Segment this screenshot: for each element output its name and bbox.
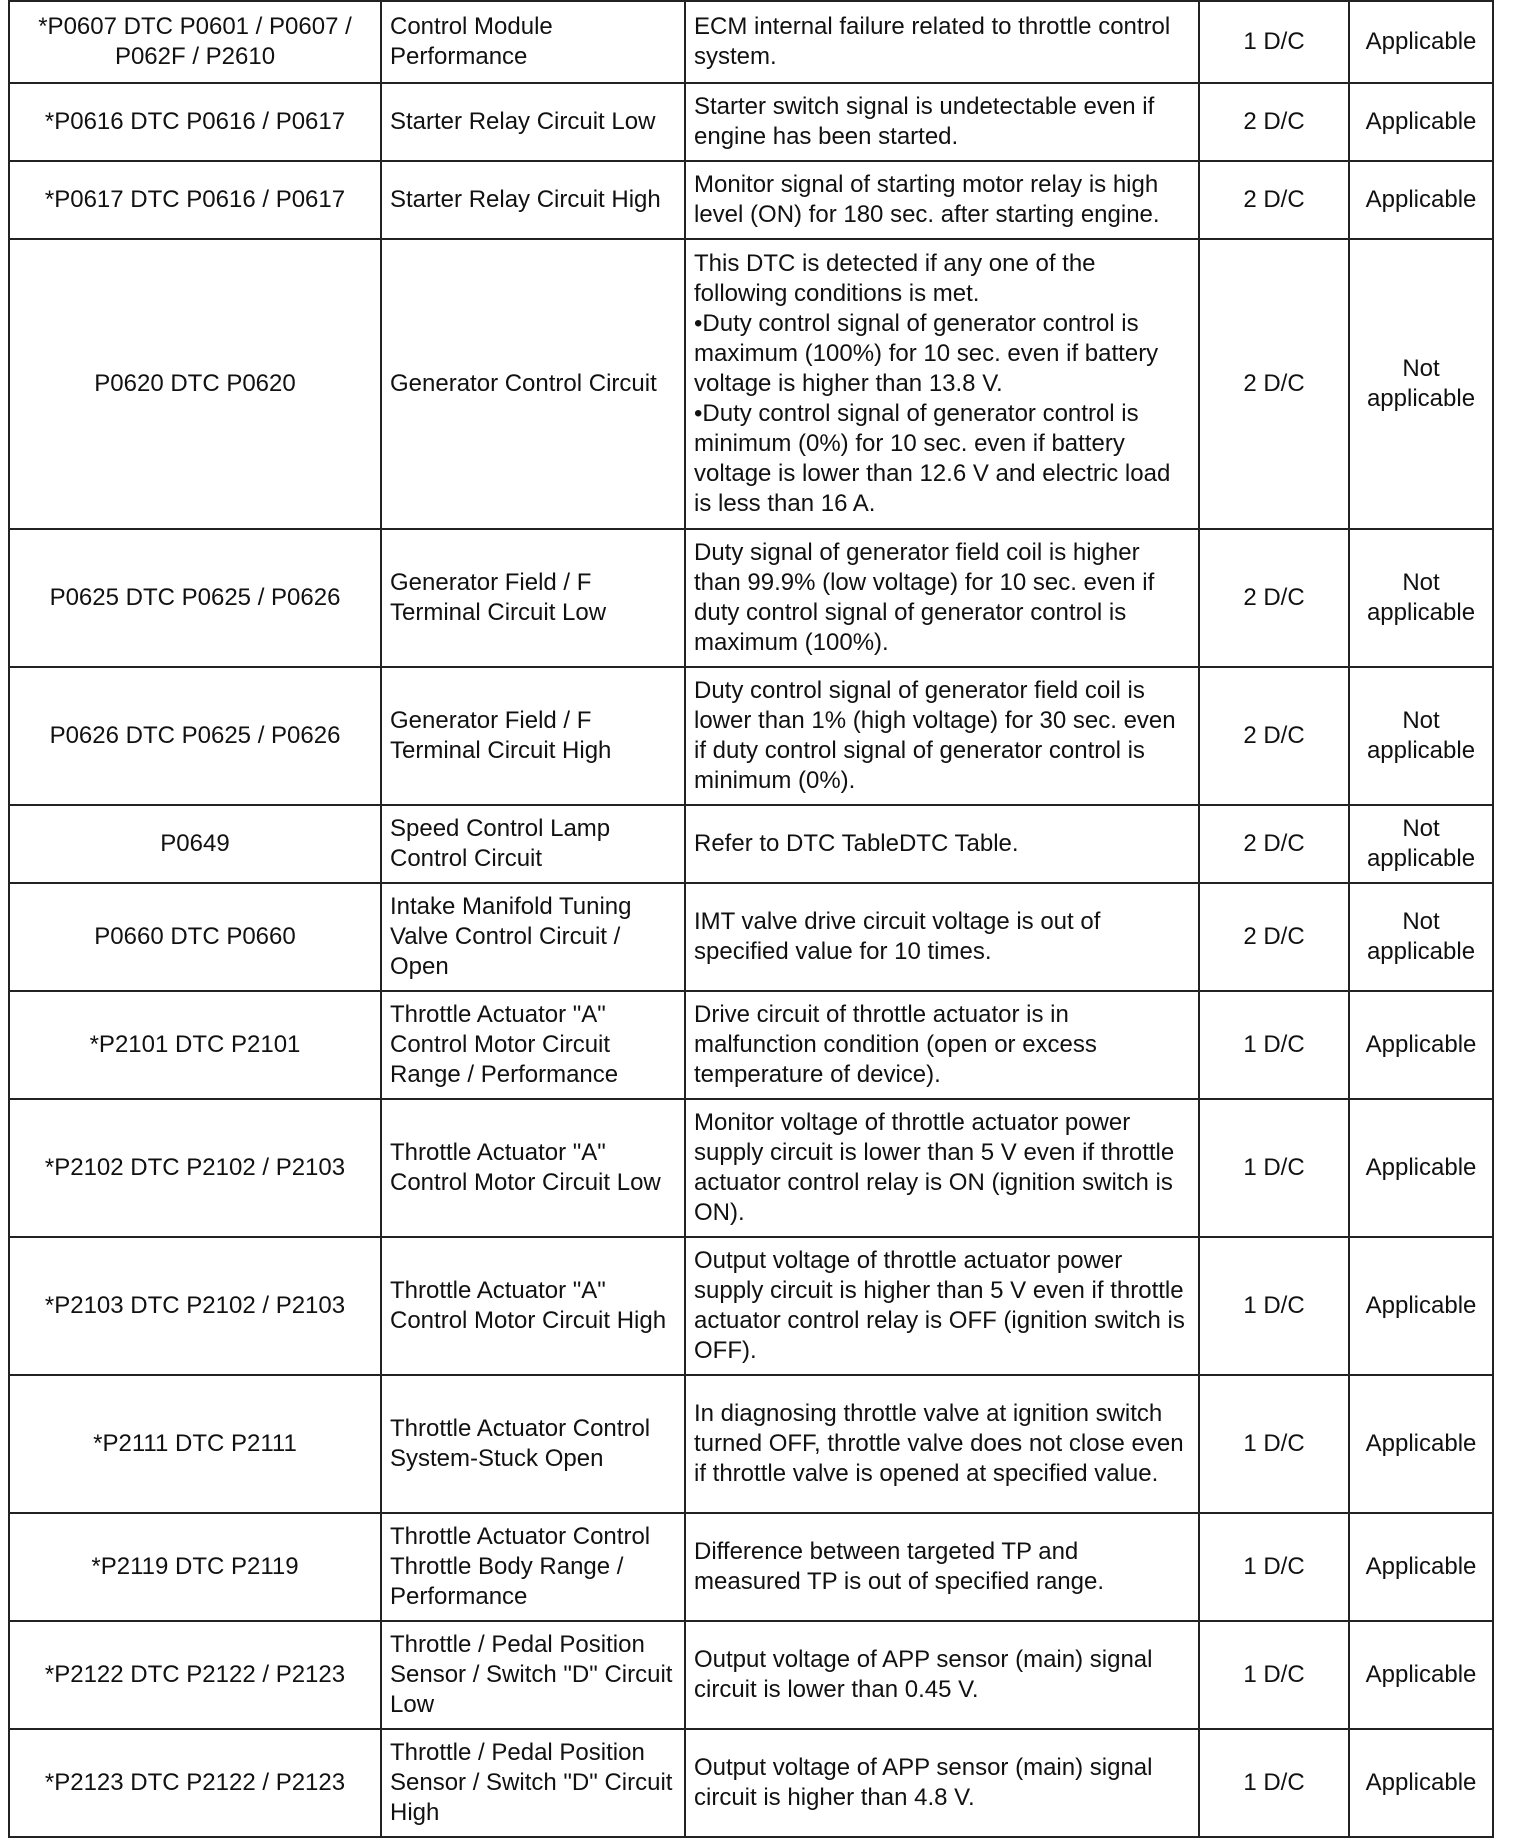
condition-text: ECM internal failure related to throttle control system.	[694, 13, 1171, 70]
mil-cell: Applicable	[1349, 991, 1493, 1099]
detecting-condition-cell	[685, 883, 1199, 991]
detecting-condition-cell	[685, 1513, 1199, 1621]
dtc-code-cell: P0620 DTC P0620	[9, 239, 381, 529]
dtc-code-cell: P0649	[9, 805, 381, 883]
condition-text: Duty control signal of generator field coil is lower than 1% (high voltage) for 30 sec. even if duty control signal of generator control is minimum (0%).	[694, 677, 1176, 794]
condition-text: Monitor signal of starting motor relay is high level (ON) for 180 sec. after starting engine.	[694, 171, 1160, 228]
mil-cell: Applicable	[1349, 83, 1493, 161]
detecting-condition-cell	[685, 1099, 1199, 1237]
table-row	[9, 161, 1493, 239]
drive-cycle-cell: 1 D/C	[1199, 1, 1349, 83]
drive-cycle-cell: 2 D/C	[1199, 805, 1349, 883]
detecting-item-cell: Throttle Actuator "A" Control Motor Circuit High	[381, 1237, 685, 1375]
drive-cycle-cell: 2 D/C	[1199, 529, 1349, 667]
table-row	[9, 1375, 1493, 1513]
detecting-condition-cell	[685, 83, 1199, 161]
detecting-condition-cell	[685, 239, 1199, 529]
mil-cell: Applicable	[1349, 1, 1493, 83]
condition-text: This DTC is detected if any one of the following conditions is met.	[694, 250, 1096, 307]
detecting-item-cell: Throttle Actuator "A" Control Motor Circuit Range / Performance	[381, 991, 685, 1099]
drive-cycle-cell: 1 D/C	[1199, 1513, 1349, 1621]
dtc-code-cell: *P2103 DTC P2102 / P2103	[9, 1237, 381, 1375]
condition-text: Refer to DTC TableDTC Table.	[694, 830, 1019, 857]
detecting-condition-cell	[685, 1237, 1199, 1375]
detecting-item-cell: Starter Relay Circuit High	[381, 161, 685, 239]
drive-cycle-cell: 2 D/C	[1199, 161, 1349, 239]
table-row	[9, 529, 1493, 667]
dtc-code-cell: *P2111 DTC P2111	[9, 1375, 381, 1513]
detecting-condition-cell	[685, 529, 1199, 667]
detecting-item-cell: Starter Relay Circuit Low	[381, 83, 685, 161]
mil-cell: Not applicable	[1349, 883, 1493, 991]
table-row	[9, 883, 1493, 991]
table-row	[9, 83, 1493, 161]
drive-cycle-cell: 2 D/C	[1199, 83, 1349, 161]
dtc-code-cell: P0625 DTC P0625 / P0626	[9, 529, 381, 667]
detecting-condition-cell	[685, 1729, 1199, 1837]
mil-cell: Not applicable	[1349, 805, 1493, 883]
detecting-condition-cell	[685, 1375, 1199, 1513]
detecting-item-cell: Speed Control Lamp Control Circuit	[381, 805, 685, 883]
table-row	[9, 239, 1493, 529]
dtc-code-cell: P0660 DTC P0660	[9, 883, 381, 991]
detecting-condition-cell	[685, 1621, 1199, 1729]
dtc-code-cell: *P0607 DTC P0601 / P0607 / P062F / P2610	[9, 1, 381, 83]
condition-text: IMT valve drive circuit voltage is out of specified value for 10 times.	[694, 908, 1101, 965]
detecting-condition-cell	[685, 991, 1199, 1099]
mil-cell: Applicable	[1349, 161, 1493, 239]
mil-cell: Applicable	[1349, 1729, 1493, 1837]
dtc-code-cell: *P0616 DTC P0616 / P0617	[9, 83, 381, 161]
table-row	[9, 1, 1493, 83]
table-row	[9, 805, 1493, 883]
dtc-code-cell: *P2119 DTC P2119	[9, 1513, 381, 1621]
table-row	[9, 1621, 1493, 1729]
condition-text: •Duty control signal of generator control is maximum (100%) for 10 sec. even if battery voltage is higher than 13.8 V.	[694, 310, 1159, 397]
mil-cell: Applicable	[1349, 1513, 1493, 1621]
condition-text: Starter switch signal is undetectable even if engine has been started.	[694, 93, 1155, 150]
mil-cell: Applicable	[1349, 1099, 1493, 1237]
condition-text: Duty signal of generator field coil is higher than 99.9% (low voltage) for 10 sec. even if duty control signal of generator control is maximum (100%).	[694, 539, 1155, 656]
drive-cycle-cell: 1 D/C	[1199, 991, 1349, 1099]
dtc-code-cell: P0626 DTC P0625 / P0626	[9, 667, 381, 805]
detecting-item-cell: Generator Field / F Terminal Circuit Low	[381, 529, 685, 667]
mil-cell: Applicable	[1349, 1237, 1493, 1375]
condition-text: Monitor voltage of throttle actuator power supply circuit is lower than 5 V even if throttle actuator control relay is ON (ignition switch is ON).	[694, 1109, 1175, 1226]
detecting-item-cell: Throttle Actuator Control System-Stuck Open	[381, 1375, 685, 1513]
dtc-code-cell: *P2123 DTC P2122 / P2123	[9, 1729, 381, 1837]
table-row	[9, 1237, 1493, 1375]
drive-cycle-cell: 1 D/C	[1199, 1729, 1349, 1837]
table-row	[9, 667, 1493, 805]
detecting-item-cell: Intake Manifold Tuning Valve Control Circuit / Open	[381, 883, 685, 991]
mil-cell: Applicable	[1349, 1621, 1493, 1729]
dtc-code-cell: *P2102 DTC P2102 / P2103	[9, 1099, 381, 1237]
drive-cycle-cell: 1 D/C	[1199, 1621, 1349, 1729]
table-row	[9, 1729, 1493, 1837]
drive-cycle-cell: 2 D/C	[1199, 883, 1349, 991]
detecting-item-cell: Throttle Actuator Control Throttle Body Range / Performance	[381, 1513, 685, 1621]
mil-cell: Applicable	[1349, 1375, 1493, 1513]
detecting-condition-cell	[685, 805, 1199, 883]
drive-cycle-cell: 1 D/C	[1199, 1237, 1349, 1375]
detecting-condition-cell	[685, 667, 1199, 805]
dtc-table-body	[9, 1, 1493, 1837]
condition-text: Drive circuit of throttle actuator is in malfunction condition (open or excess temperature of device).	[694, 1001, 1097, 1088]
detecting-item-cell: Throttle / Pedal Position Sensor / Switch "D" Circuit Low	[381, 1621, 685, 1729]
condition-text: Output voltage of throttle actuator power supply circuit is higher than 5 V even if throttle actuator control relay is OFF (ignition switch is OFF).	[694, 1247, 1185, 1364]
condition-text: Output voltage of APP sensor (main) signal circuit is higher than 4.8 V.	[694, 1754, 1153, 1811]
condition-text: •Duty control signal of generator control is minimum (0%) for 10 sec. even if battery voltage is lower than 12.6 V and electric load is less than 16 A.	[694, 400, 1171, 517]
detecting-item-cell: Control Module Performance	[381, 1, 685, 83]
mil-cell: Not applicable	[1349, 667, 1493, 805]
table-row	[9, 991, 1493, 1099]
dtc-table	[8, 0, 1494, 1838]
detecting-condition-cell	[685, 1, 1199, 83]
drive-cycle-cell: 2 D/C	[1199, 239, 1349, 529]
detecting-item-cell: Generator Control Circuit	[381, 239, 685, 529]
mil-cell: Not applicable	[1349, 529, 1493, 667]
detecting-item-cell: Throttle / Pedal Position Sensor / Switch "D" Circuit High	[381, 1729, 685, 1837]
dtc-code-cell: *P0617 DTC P0616 / P0617	[9, 161, 381, 239]
drive-cycle-cell: 1 D/C	[1199, 1375, 1349, 1513]
detecting-item-cell: Generator Field / F Terminal Circuit High	[381, 667, 685, 805]
drive-cycle-cell: 2 D/C	[1199, 667, 1349, 805]
table-row	[9, 1099, 1493, 1237]
table-row	[9, 1513, 1493, 1621]
dtc-code-cell: *P2101 DTC P2101	[9, 991, 381, 1099]
drive-cycle-cell: 1 D/C	[1199, 1099, 1349, 1237]
condition-text: In diagnosing throttle valve at ignition switch turned OFF, throttle valve does not close even if throttle valve is opened at specified value.	[694, 1400, 1184, 1487]
dtc-code-cell: *P2122 DTC P2122 / P2123	[9, 1621, 381, 1729]
detecting-condition-cell	[685, 161, 1199, 239]
condition-text: Output voltage of APP sensor (main) signal circuit is lower than 0.45 V.	[694, 1646, 1153, 1703]
mil-cell: Not applicable	[1349, 239, 1493, 529]
detecting-item-cell: Throttle Actuator "A" Control Motor Circuit Low	[381, 1099, 685, 1237]
condition-text: Difference between targeted TP and measured TP is out of specified range.	[694, 1538, 1105, 1595]
